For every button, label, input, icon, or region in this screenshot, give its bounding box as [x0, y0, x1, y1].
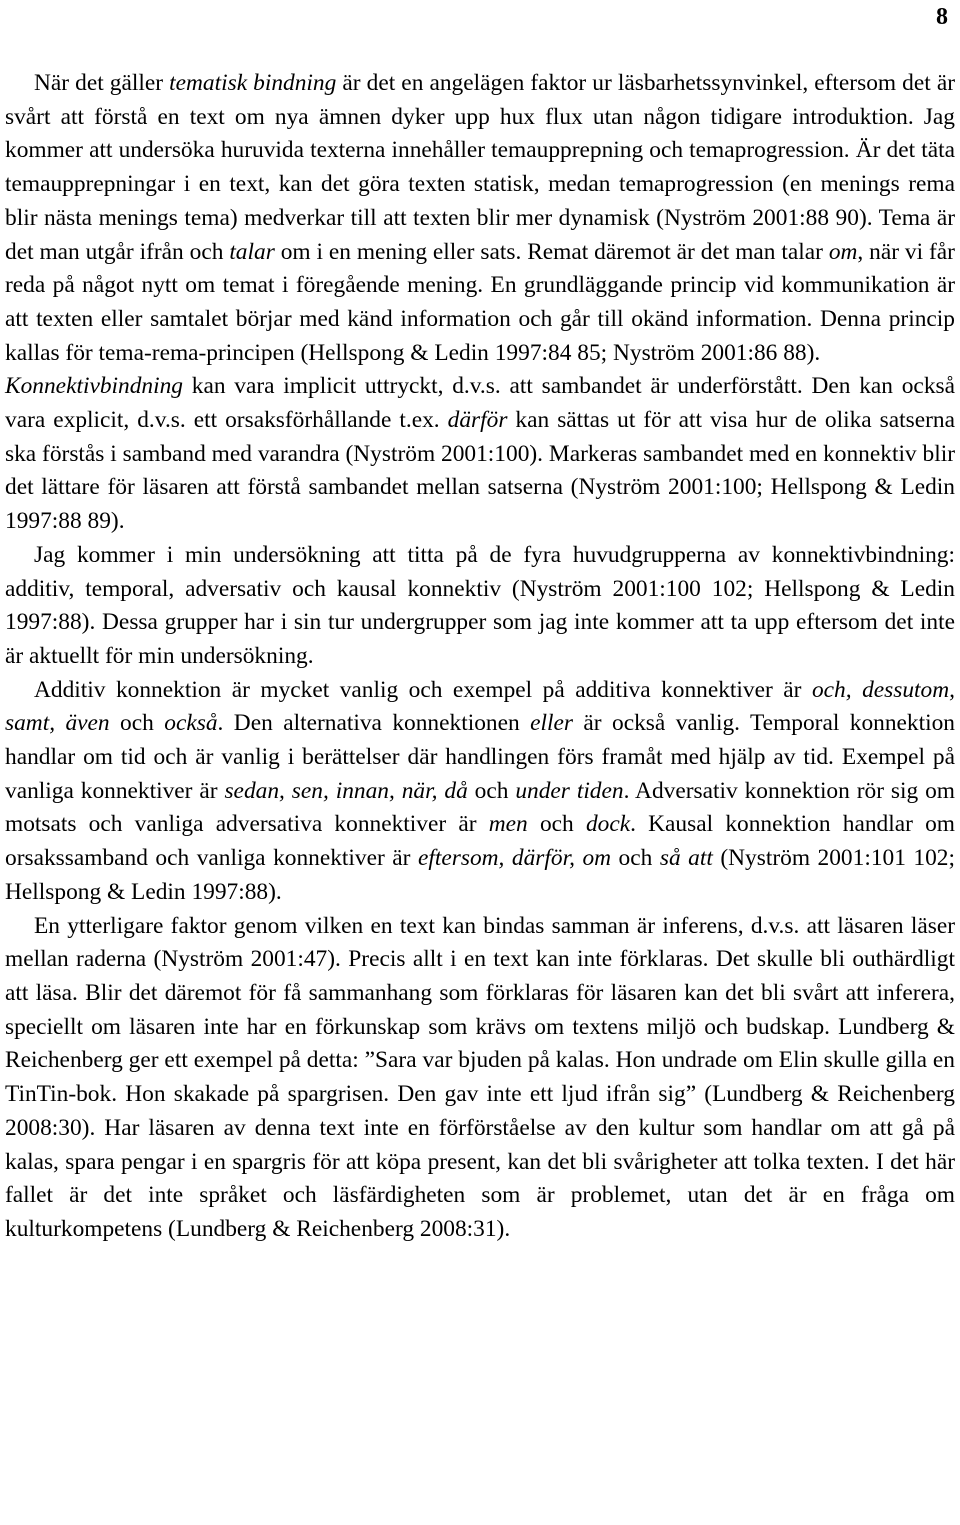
italic-term: sedan, sen, innan, när, då	[224, 777, 468, 804]
text-run: När det gäller	[34, 70, 170, 96]
text-run: . Kausal konnektion handlar om orsakssamband och vanliga konnektiver är	[5, 811, 956, 872]
italic-term: så att	[659, 845, 713, 872]
italic-term: om	[828, 238, 858, 265]
text-run: kan sättas ut för att visa hur de olika satserna ska förstås i samband med varandra (Nyström 2001:100). Markeras sambandet med en konnektiv blir det lättare för läsaren att förstå sambandet mellan satserna (Nyström 2001:100; Hellspong & Ledin 1997:88 89).	[5, 407, 955, 535]
italic-term: tematisk bindning	[169, 70, 337, 96]
italic-term: Konnektivbindning	[5, 373, 183, 400]
text-run: och	[109, 710, 165, 737]
text-run: En ytterligare faktor genom vilken en text kan bindas samman är inferens, d.v.s. att läsaren läser mellan raderna (Nyström 2001:47). Precis allt i en text kan inte förklaras. Det skulle bli outhärdligt att läsa. Blir det däremot för få sammanhang som förklaras för läsaren kan det bli svårt att inferera, speciellt om läsaren inte har en förkunskap som krävs om textens miljö och budskap. Lundberg & Reichenberg ger ett exempel på detta: ”Sara var bjuden på kalas. Hon undrade om Elin skulle gilla en TinTin-bok. Hon skakade på spargrisen. Den gav inte ett ljud ifrån sig” (Lundberg & Reichenberg 2008:30). Har läsaren av denna text inte en förförståelse av den kultur som handlar om att gå på kalas, spara pengar i en spargris för att köpa present, kan det bli svårigheter att tolka texten. I det här fallet är det inte språket och läsfärdigheten som är problemet, utan det är en fråga om kulturkompetens (Lundberg & Reichenberg 2008:31).	[5, 912, 955, 1242]
text-run: och	[527, 811, 586, 838]
text-run: , när vi får reda på något nytt om temat i föregående mening. En grundläggande princip vid kommunikation är att texten eller samtalet börjar med känd information och går till okänd information. Denna princip kallas för tema-rema-principen (Hellspong & Ledin 1997:84 85; Nyström 2001:86 88).	[5, 238, 955, 366]
italic-term: och, dessutom, samt, även	[5, 676, 955, 737]
paragraph-additiv-konnektion	[5, 674, 955, 910]
paragraph-huvudgrupper	[5, 539, 955, 674]
body-text	[5, 67, 955, 1247]
text-run: är också vanlig. Temporal konnektion handlar om tid och är vanlig i berättelser där handlingen förs framåt med hjälp av tid. Exempel på vanliga konnektiver är	[5, 710, 956, 804]
text-run: Additiv konnektion är mycket vanlig och exempel på additiva konnektiver är	[34, 676, 812, 703]
page-number: 8	[936, 4, 948, 30]
text-run: och	[467, 777, 516, 804]
paragraph-inferens	[5, 910, 955, 1247]
text-run: (Nyström 2001:101 102; Hellspong & Ledin 1997:88).	[5, 845, 955, 905]
italic-term: eftersom, därför, om	[417, 845, 612, 872]
italic-term: talar	[229, 238, 275, 265]
text-run: är det en angelägen faktor ur läsbarhetssynvinkel, eftersom det är svårt att förstå en text om nya ämnen dyker upp hux flux utan någon tidigare introduktion. Jag kommer att undersöka huruvida texterna innehåller temaupprepning och temaprogression. Är det täta temaupprepningar i en text, kan det göra texten statisk, medan temaprogression (en menings rema blir nästa menings tema) medverkar till att texten blir mer dynamisk (Nyström 2001:88 90). Tema är det man utgår ifrån och	[5, 70, 955, 265]
italic-term: under tiden	[515, 777, 624, 804]
text-run: och	[611, 845, 660, 872]
paragraph-konnektivbindning	[5, 370, 955, 539]
italic-term: också	[164, 710, 218, 737]
text-run: . Adversativ konnektion rör sig om motsats och vanliga adversativa konnektiver är	[5, 777, 955, 838]
italic-term: men	[488, 811, 528, 838]
italic-term: eller	[530, 710, 573, 737]
italic-term: dock	[585, 811, 631, 838]
text-run: Jag kommer i min undersökning att titta på de fyra huvudgrupperna av konnektivbindning: additiv, temporal, adversativ och kausal konnektiv (Nyström 2001:100 102; Hellspong & Ledin 1997:88). Dessa grupper har i sin tur undergrupper som jag inte kommer att ta upp eftersom det inte är aktuellt för min undersökning.	[5, 541, 955, 669]
text-run: om i en mening eller sats. Remat däremot är det man talar	[274, 238, 829, 265]
italic-term: därför	[447, 407, 508, 434]
text-run: . Den alternativa konnektionen	[217, 710, 531, 737]
text-run: kan vara implicit uttryckt, d.v.s. att sambandet är underförstått. Den kan också vara explicit, d.v.s. ett orsaksförhållande t.ex.	[5, 373, 955, 434]
paragraph-tematisk-bindning	[5, 67, 955, 370]
